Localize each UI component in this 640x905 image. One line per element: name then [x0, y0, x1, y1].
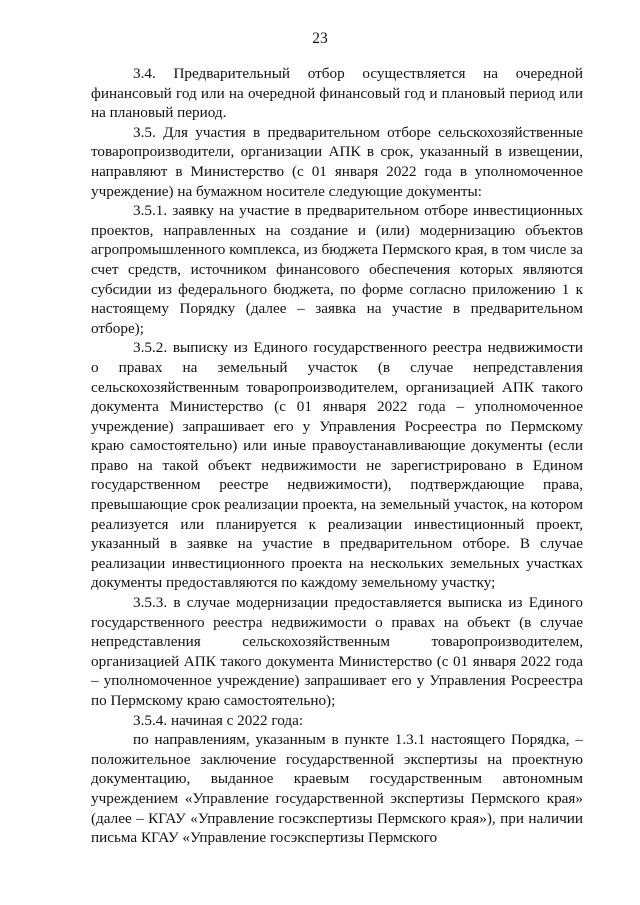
- paragraph-3-5-1: 3.5.1. заявку на участие в предварительном отборе инвестиционных проектов, направленных на создание и (или) модернизацию объектов агропромышленного комплекса, из бюджета Пермского края, в том числе за счет средств, источником финансового обеспечения которых являются субсидии из федерального бюджета, по форме согласно приложению 1 к настоящему Порядку (далее – заявка на участие в предварительном отборе);: [91, 202, 583, 337]
- paragraph-3-5-2: 3.5.2. выписку из Единого государственного реестра недвижимости о правах на земельный участок (в случае непредставления сельскохозяйственным товаропроизводителем, организацией АПК такого документа Министерство (с 01 января 2022 года – уполномоченное учреждение) запрашивает его у Управления Росреестра по Пермскому краю самостоятельно) или иные правоустанавливающие документы (если право на такой объект недвижимости не зарегистрировано в Едином государственном реестре недвижимости), подтверждающие права, превышающие срок реализации проекта, на земельный участок, на котором реализуется или планируется к реализации инвестиционный проект, указанный в заявке на участие в предварительном отборе. В случае реализации инвестиционного проекта на нескольких земельных участках документы предоставляются по каждому земельному участку;: [91, 339, 583, 592]
- paragraph-3-5-3: 3.5.3. в случае модернизации предоставляется выписка из Единого государственного реестра недвижимости о правах на объект (в случае непредставления сельскохозяйственным товаропроизводителем, организацией АПК такого документа Министерство (с 01 января 2022 года – уполномоченное учреждение) запрашивает его у Управления Росреестра по Пермскому краю самостоятельно);: [91, 594, 583, 709]
- paragraph-3-4: 3.4. Предварительный отбор осуществляется на очередной финансовый год или на очередной финансовый год и плановый период или на плановый период.: [91, 65, 583, 122]
- document-body: [91, 64, 583, 848]
- paragraph-3-5-4: 3.5.4. начиная с 2022 года:: [133, 711, 304, 729]
- paragraph-3-5-4-directions: по направлениям, указанным в пункте 1.3.1 настоящего Порядка, – положительное заключение государственной экспертизы на проектную документацию, выданное краевым государственным автономным учреждением «Управление государственной экспертизы Пермского края» (далее – КГАУ «Управление госэкспертизы Пермского края»), при наличии письма КГАУ «Управление госэкспертизы Пермского: [91, 731, 583, 847]
- paragraph-3-5: 3.5. Для участия в предварительном отборе сельскохозяйственные товаропроизводители, организации АПК в срок, указанный в извещении, направляют в Министерство (с 01 января 2022 года в уполномоченное учреждение) на бумажном носителе следующие документы:: [91, 123, 583, 200]
- page-number: 23: [312, 30, 328, 47]
